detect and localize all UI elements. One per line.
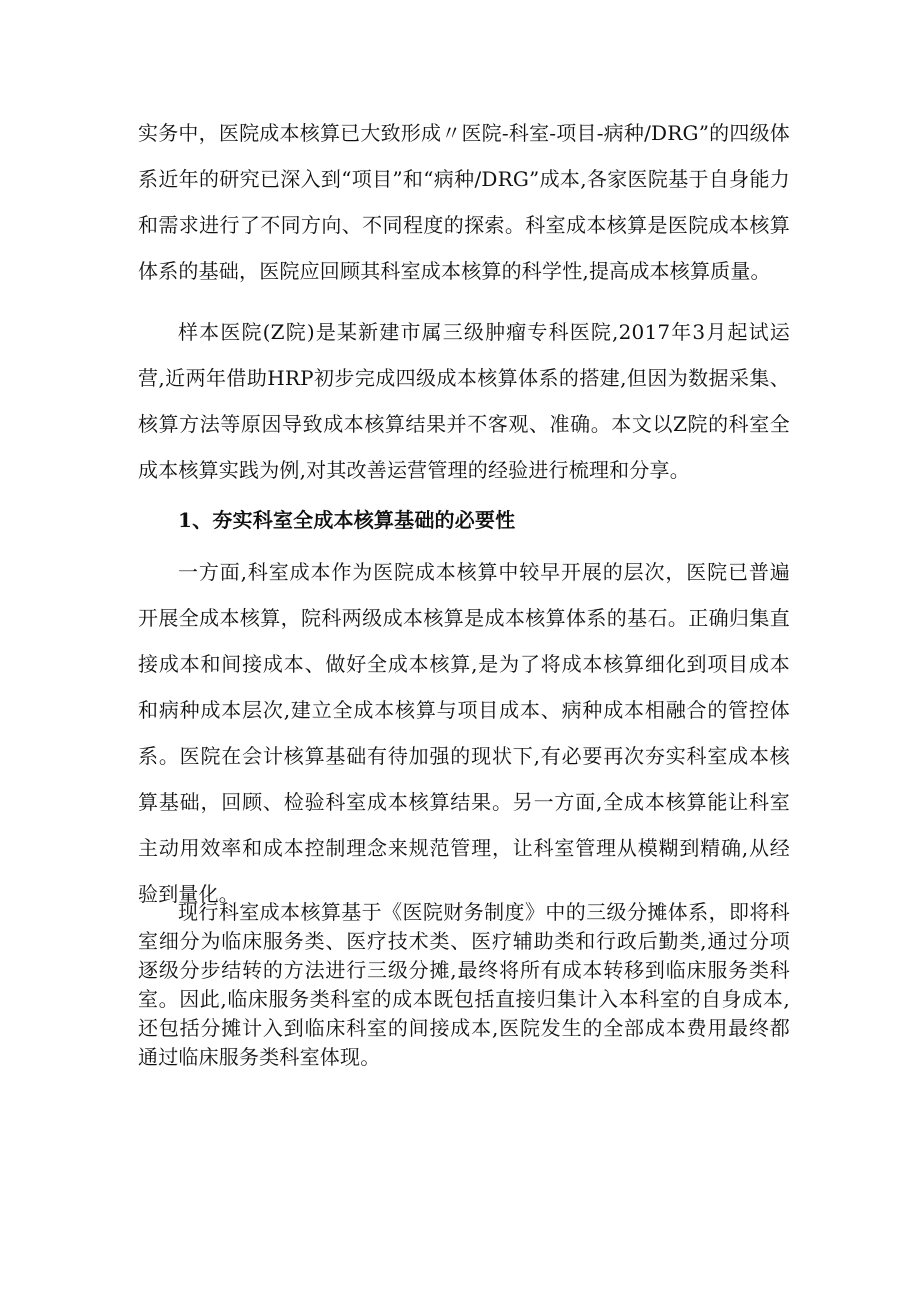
paragraph-allocation-system: 现行科室成本核算基于《医院财务制度》中的三级分摊体系，即将科室细分为临床服务类、医疗技术类、医疗辅助类和行政后勤类,通过分项逐级分步结转的方法进行三级分摊,最终将所有成本转移到临床服务类科室。因此,临床服务类科室的成本既包括直接归集计入本科室的自身成本,还包括分摊计入到临床科室的间接成本,医院发生的全部成本费用最终都通过临床服务类科室体现。 bbox=[138, 900, 790, 1069]
section-heading: 1、夯实科室全成本核算基础的必要性 bbox=[178, 508, 516, 532]
paragraph-necessity: 一方面,科室成本作为医院成本核算中较早开展的层次，医院已普遍开展全成本核算，院科两级成本核算是成本核算体系的基石。正确归集直接成本和间接成本、做好全成本核算,是为了将成本核算细化到项目成本和病种成本层次,建立全成本核算与项目成本、病种成本相融合的管控体系。医院在会计核算基础有待加强的现状下,有必要再次夯实科室成本核算基础，回顾、检验科室成本核算结果。另一方面,全成本核算能让科室主动用效率和成本控制理念来规范管理，让科室管理从模糊到精确,从经验到量化。 bbox=[138, 560, 790, 906]
paragraph-sample-hospital: 样本医院(Z院)是某新建市属三级肿瘤专科医院,2017年3月起试运营,近两年借助HRP初步完成四级成本核算体系的搭建,但因为数据采集、核算方法等原因导致成本核算结果并不客观、准确。本文以Z院的科室全成本核算实践为例,对其改善运营管理的经验进行梳理和分享。 bbox=[138, 320, 790, 482]
paragraph-intro: 实务中，医院成本核算已大致形成〃医院-科室-项目-病种/DRG”的四级体系近年的研究已深入到“项目”和“病种/DRG”成本,各家医院基于自身能力和需求进行了不同方向、不同程度的探索。科室成本核算是医院成本核算体系的基础，医院应回顾其科室成本核算的科学性,提高成本核算质量。 bbox=[138, 121, 790, 283]
